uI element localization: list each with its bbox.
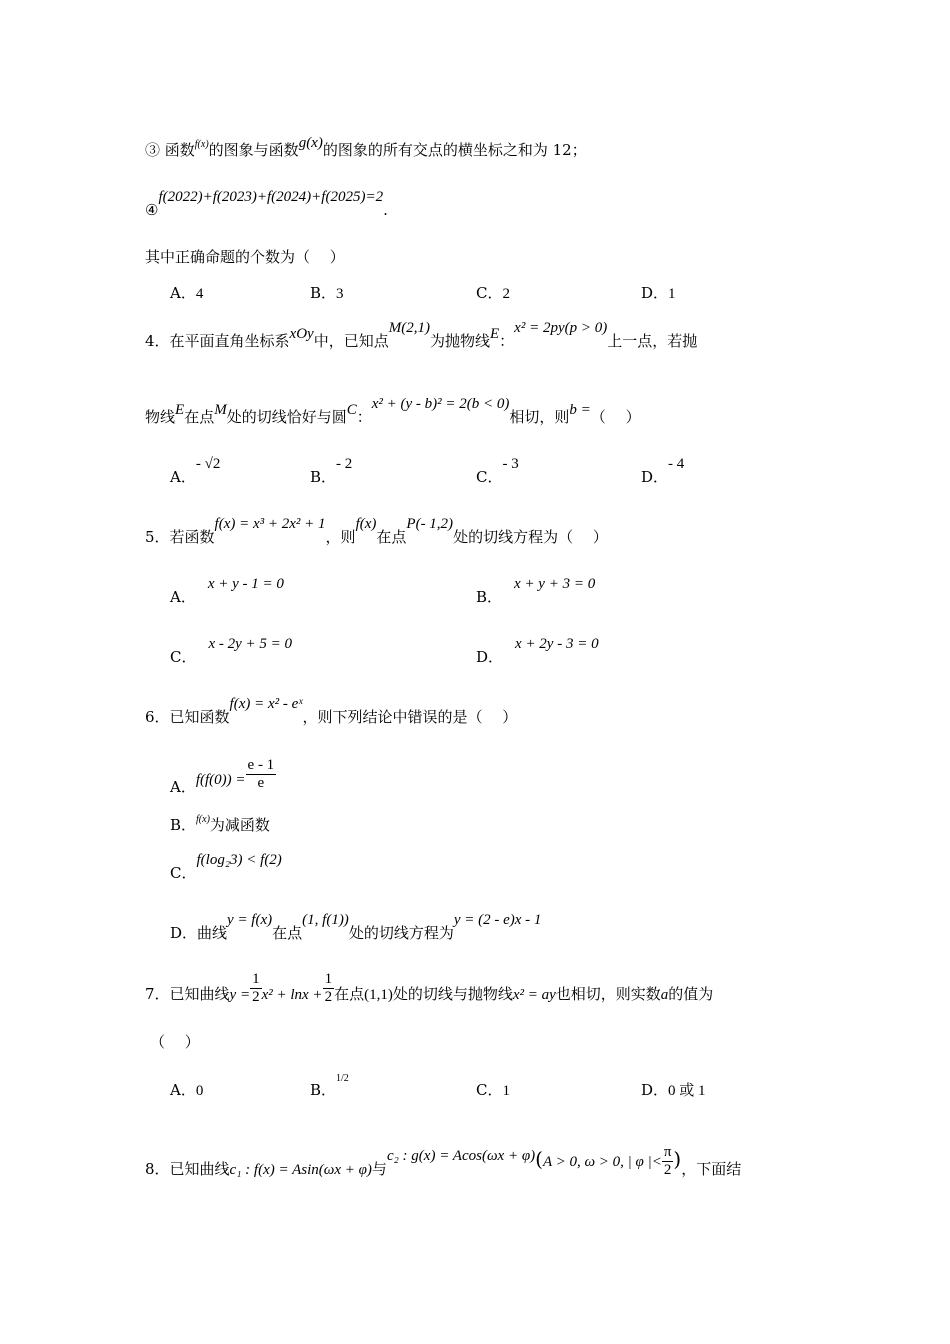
- math-c: C: [346, 402, 357, 418]
- question-8: [145, 1144, 742, 1178]
- q4-text-10: 相切，则: [509, 408, 570, 426]
- math-fx-2: f(x): [355, 516, 377, 532]
- q4-option-d[interactable]: D．- 4: [641, 456, 685, 486]
- q3-option-c[interactable]: C．2: [476, 284, 510, 302]
- q7-option-b[interactable]: B．$^{1/2}$: [310, 1073, 349, 1099]
- q4-option-b[interactable]: B．- 2: [310, 456, 353, 486]
- q5-text-1: 5．若函数: [145, 528, 215, 546]
- q8-text-2: 与: [371, 1160, 387, 1178]
- q7-text-3: 处的切线与抛物线: [392, 985, 513, 1003]
- q6-a-label: A．: [170, 778, 196, 796]
- fraction-half-2: $\frac{1}{2}$: [324, 971, 333, 1005]
- q6-c-label: C．: [170, 864, 197, 882]
- q6-option-d[interactable]: [170, 912, 542, 942]
- q5-text-3: 在点: [376, 528, 407, 546]
- math-xoy: xOy: [289, 326, 314, 342]
- q5-option-c[interactable]: C．x - 2y + 5 = 0: [170, 636, 293, 666]
- q6-option-a[interactable]: [170, 757, 276, 796]
- math-parabola-ay: x² = ay: [512, 987, 556, 1003]
- q5-option-d[interactable]: D．x + 2y - 3 = 0: [476, 636, 599, 666]
- question-7: [145, 971, 714, 1005]
- q4-option-a[interactable]: A．- √2: [170, 456, 221, 486]
- q6-option-c[interactable]: [170, 852, 282, 882]
- math-tangent-eq: y = (2 - e)x - 1: [453, 912, 542, 928]
- q7-option-d[interactable]: D．0 或 1: [641, 1081, 706, 1099]
- math-ffo: f(f(0)) =: [195, 772, 246, 788]
- q4-text-8: 处的切线恰好与圆: [226, 408, 347, 426]
- q6-b-text: 为减函数: [209, 816, 270, 834]
- math-y-eq: y =: [229, 987, 251, 1003]
- question-5: [145, 516, 608, 546]
- math-circle: x² + (y - b)² = 2(b < 0): [371, 396, 510, 412]
- math-point-m: M(2,1): [388, 320, 430, 336]
- math-conditions: A > 0, ω > 0, | φ |<: [542, 1154, 662, 1170]
- q4-text-1: 4．在平面直角坐标系: [145, 332, 290, 350]
- statement-4-period: .: [383, 201, 388, 219]
- q3-option-b[interactable]: B．3: [310, 284, 344, 302]
- math-curve-c2: c₂ : g(x) = Acos(ωx + φ): [386, 1148, 536, 1164]
- q4-option-c[interactable]: C．- 3: [476, 456, 519, 486]
- q7-option-c[interactable]: C．1: [476, 1081, 510, 1099]
- q6-d-text-1: 在点: [272, 924, 303, 942]
- math-function-6: f(x) = x² - eˣ: [229, 696, 303, 712]
- fraction-pi-2: $\frac{\pi}{2}$: [663, 1144, 672, 1178]
- question-7-paren: （ ）: [150, 1033, 200, 1051]
- q7-text-5: 的值为: [668, 985, 714, 1003]
- paren-open: (: [535, 1147, 543, 1171]
- q5-option-b[interactable]: B．x + y + 3 = 0: [476, 576, 596, 606]
- q4-text-11: （ ）: [590, 408, 641, 426]
- q8-text-3: ，下面结: [681, 1160, 742, 1178]
- math-fx-3: f(x): [196, 814, 210, 825]
- q6-b-label: B．: [170, 816, 197, 834]
- math-a: a: [660, 987, 669, 1003]
- paren-close: ): [673, 1147, 682, 1171]
- q7-text-1: 7．已知曲线: [145, 985, 230, 1003]
- q6-d-label: D．曲线: [170, 924, 228, 942]
- q7-option-a[interactable]: A．0: [170, 1081, 204, 1099]
- q6-text-2: ，则下列结论中错误的是（ ）: [302, 708, 518, 726]
- math-gx: g(x): [298, 135, 323, 151]
- math-e-2: E: [175, 402, 185, 418]
- q6-option-b[interactable]: [170, 814, 270, 834]
- question-6: [145, 696, 518, 726]
- math-curve-c1: c₁ : f(x) = Asin(ωx + φ): [229, 1162, 372, 1178]
- q3-option-a[interactable]: A．4: [170, 284, 204, 302]
- question-3-prompt: 其中正确命题的个数为（ ）: [145, 248, 345, 266]
- q4-text-9: ：: [356, 408, 372, 426]
- math-m-2: M: [214, 402, 227, 418]
- statement-3-prefix: ③ 函数: [145, 141, 195, 159]
- fraction: $\frac{e - 1}{e}$: [247, 757, 275, 791]
- q4-text-2: 中，已知点: [313, 332, 389, 350]
- q5-text-4: 处的切线方程为（ ）: [453, 528, 608, 546]
- q7-text-4: 也相切，则实数: [555, 985, 661, 1003]
- math-fx: f(x): [194, 139, 209, 150]
- math-e: E: [489, 326, 500, 342]
- math-log-compare: f(log₂3) < f(2): [196, 852, 282, 868]
- math-point-p: P(- 1,2): [406, 516, 454, 532]
- math-parabola: x² = 2py(p > 0): [514, 320, 608, 336]
- q6-text-1: 6．已知函数: [145, 708, 230, 726]
- q5-text-2: ，则: [325, 528, 356, 546]
- q4-text-6: 物线: [145, 408, 176, 426]
- q5-option-a[interactable]: A．x + y - 1 = 0: [170, 576, 284, 606]
- q4-text-3: 为抛物线: [429, 332, 490, 350]
- math-point-1f1: (1, f(1)): [302, 912, 349, 928]
- math-sum-expression: f(2022)+f(2023)+f(2024)+f(2025)=2: [158, 189, 384, 205]
- q7-text-2: 在点: [334, 985, 365, 1003]
- statement-4: [145, 189, 388, 219]
- math-point-11: (1,1): [364, 987, 393, 1003]
- question-4-line-2: [145, 396, 641, 426]
- math-b-eq: b =: [569, 402, 591, 418]
- q4-text-4: ：: [499, 332, 515, 350]
- statement-3-mid: 的图象与函数: [208, 141, 299, 159]
- statement-3: [145, 135, 587, 159]
- statement-3-suffix: 的图象的所有交点的横坐标之和为 12；: [322, 141, 587, 159]
- math-curve: y = f(x): [227, 912, 273, 928]
- q8-text-1: 8．已知曲线: [145, 1160, 230, 1178]
- q6-d-text-2: 处的切线方程为: [348, 924, 454, 942]
- q4-text-7: 在点: [184, 408, 215, 426]
- math-function: f(x) = x³ + 2x² + 1: [214, 516, 326, 532]
- fraction-half-1: $\frac{1}{2}$: [252, 971, 260, 1005]
- question-4-line-1: [145, 320, 698, 350]
- q3-option-d[interactable]: D．1: [641, 284, 676, 302]
- q4-text-5: 上一点，若抛: [607, 332, 698, 350]
- math-x2-lnx: x² + lnx +: [261, 987, 323, 1003]
- statement-4-prefix: ④: [145, 201, 159, 219]
